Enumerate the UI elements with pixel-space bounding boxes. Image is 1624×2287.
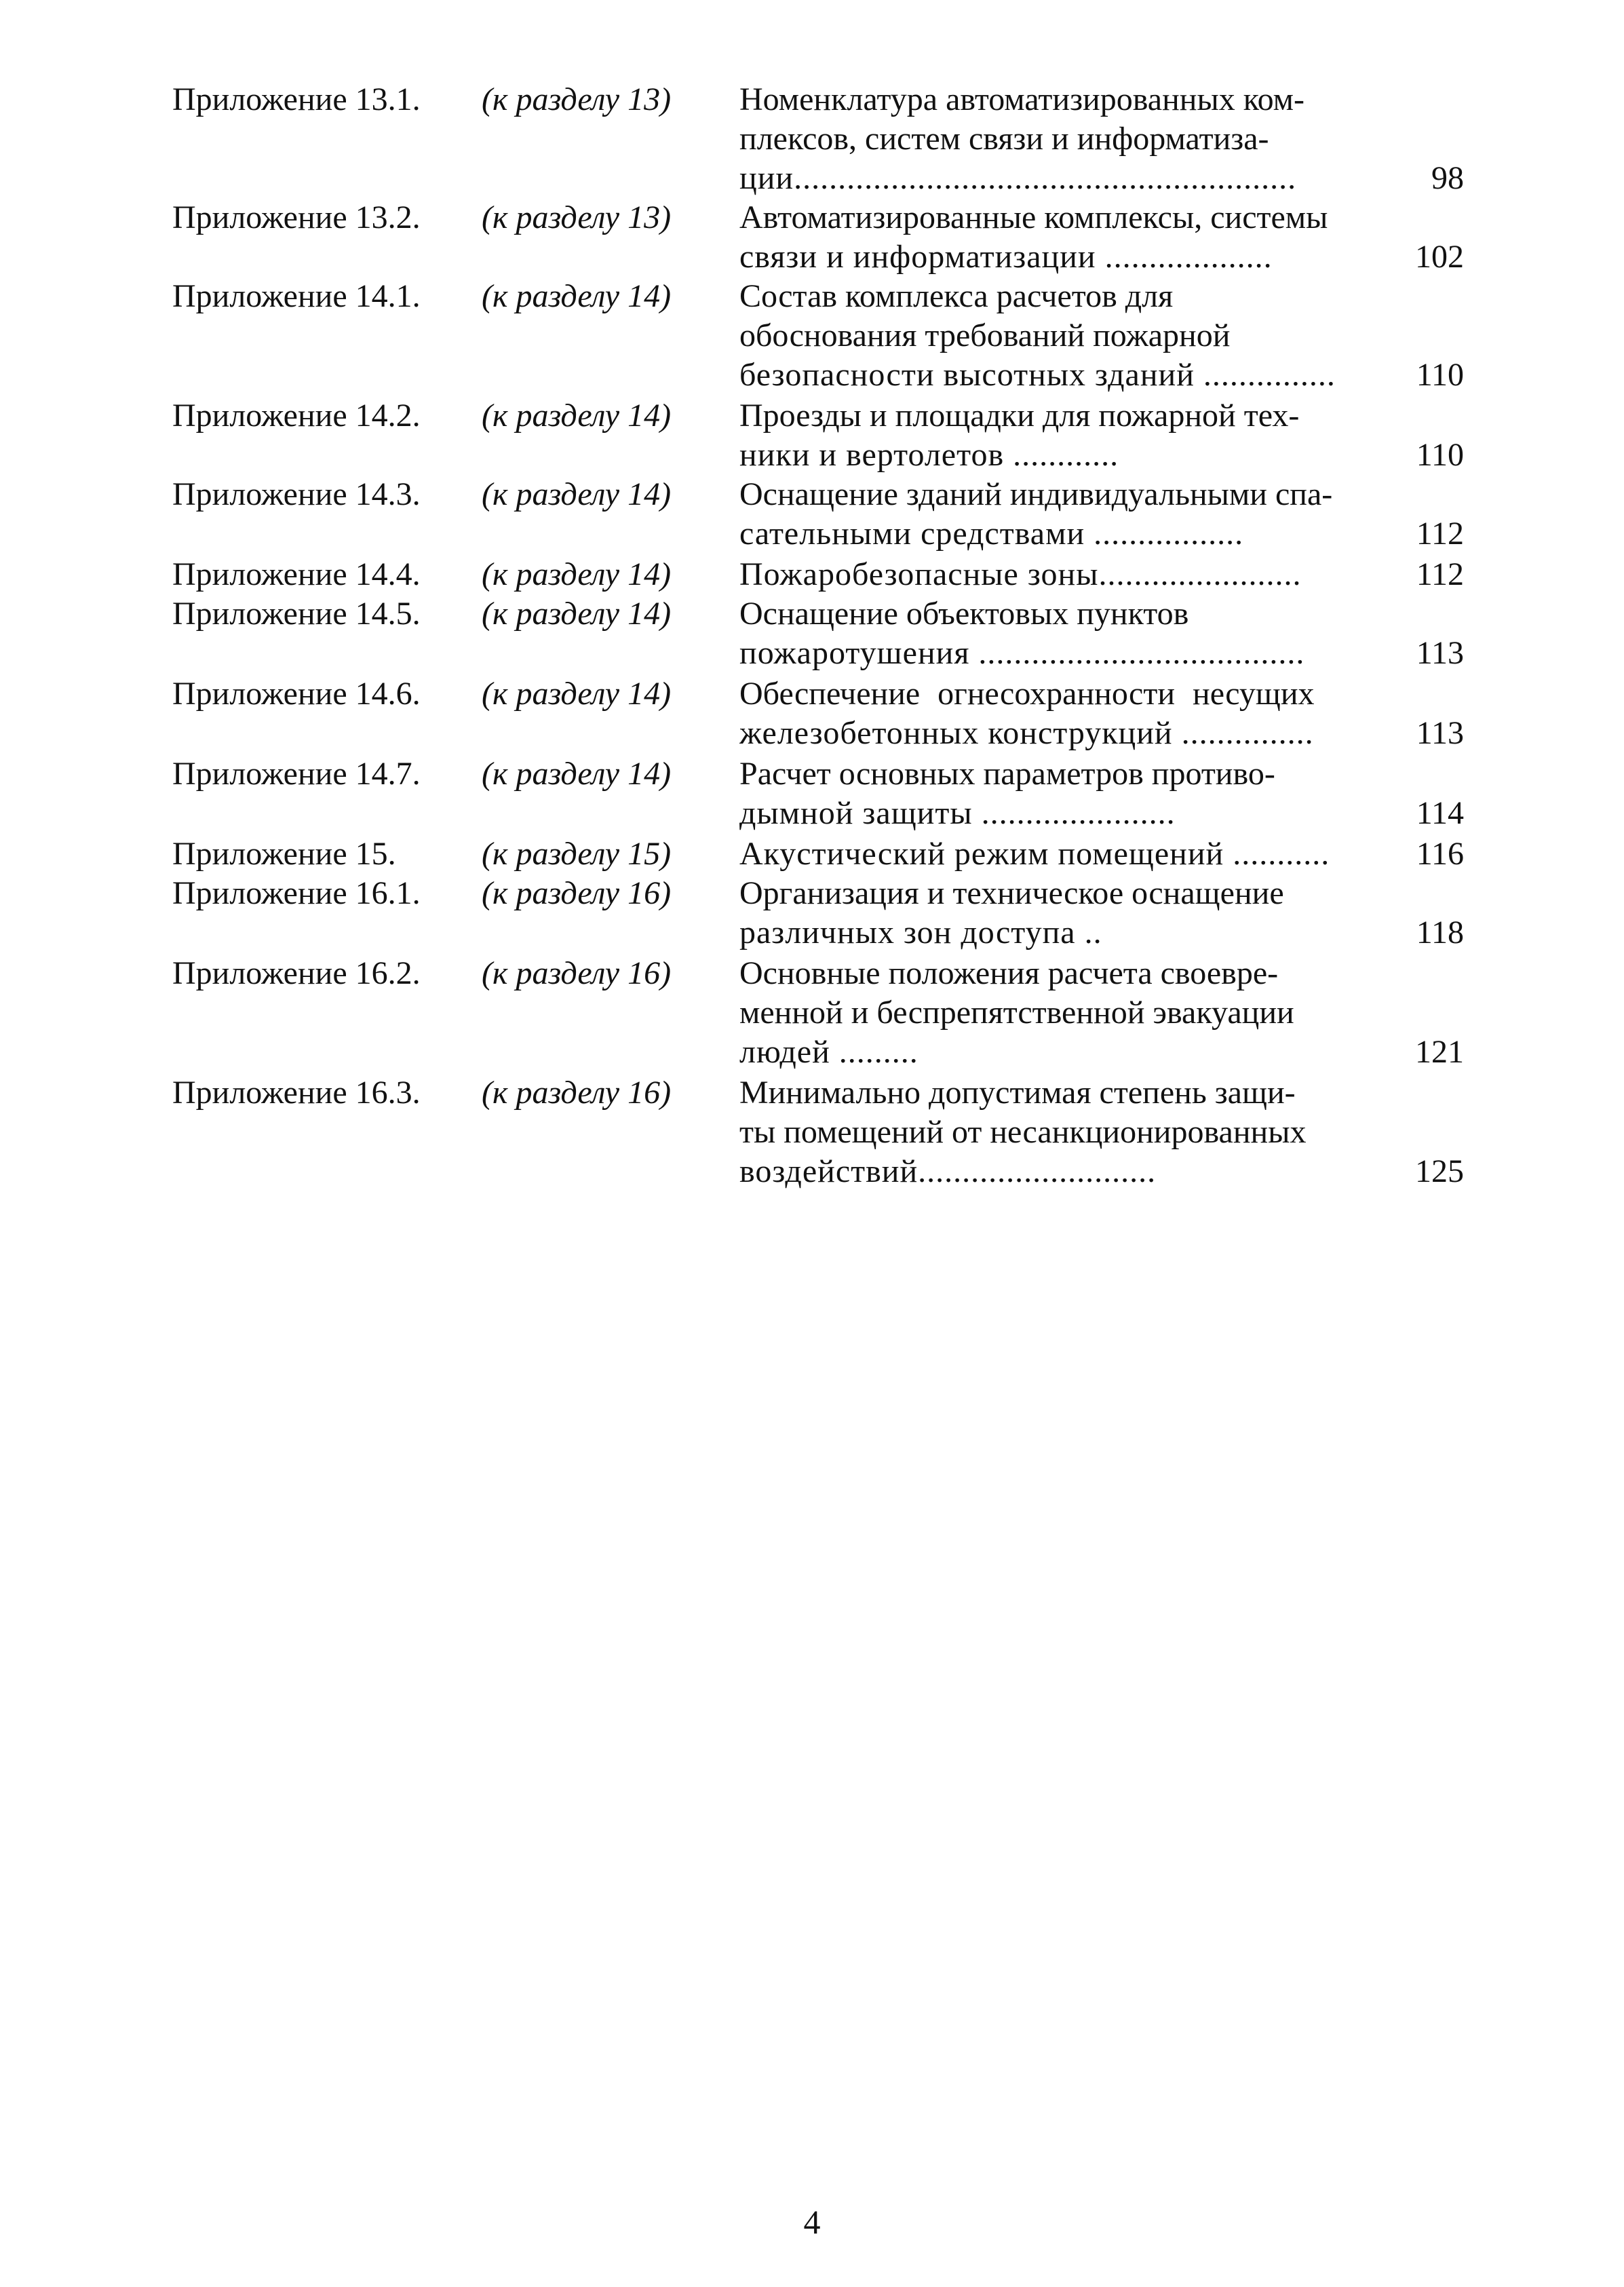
page-ref: 113 — [1416, 635, 1464, 671]
title-line: Пожаробезопасные зоны....................... — [739, 556, 1302, 592]
page-ref: 112 — [1416, 556, 1464, 592]
entry-title — [739, 277, 1391, 395]
appendix-label: Приложение 14.1. — [172, 278, 421, 314]
entry-title — [739, 198, 1391, 277]
section-ref: (к разделу 14) — [482, 278, 672, 314]
page-ref: 121 — [1415, 1034, 1464, 1070]
entry-title — [739, 954, 1391, 1072]
page-ref: 102 — [1415, 239, 1464, 275]
entry-title — [739, 555, 1391, 594]
appendix-label: Приложение 16.2. — [172, 955, 421, 991]
appendix-label: Приложение 16.3. — [172, 1075, 421, 1111]
page-ref: 110 — [1416, 437, 1464, 473]
section-ref: (к разделу 14) — [482, 756, 672, 792]
title-line: железобетонных конструкций ............... — [739, 715, 1314, 751]
section-ref: (к разделу 16) — [482, 1075, 672, 1111]
entry-title — [739, 594, 1391, 673]
appendix-label: Приложение 16.1. — [172, 875, 421, 911]
title-line: воздействий........................... — [739, 1153, 1157, 1189]
section-ref: (к разделу 14) — [482, 476, 672, 512]
page-ref: 118 — [1416, 915, 1464, 950]
title-line: Акустический режим помещений ........... — [739, 836, 1330, 872]
section-ref: (к разделу 14) — [482, 398, 672, 434]
appendix-label: Приложение 13.2. — [172, 199, 421, 235]
entry-title — [739, 834, 1391, 874]
page-ref: 98 — [1431, 160, 1464, 196]
section-ref: (к разделу 14) — [482, 676, 672, 712]
appendix-label: Приложение 14.7. — [172, 756, 421, 792]
title-line: людей ......... — [739, 1034, 919, 1070]
entry-title — [739, 80, 1391, 198]
title-line: связи и информатизации ................... — [739, 239, 1273, 275]
appendix-label: Приложение 15. — [172, 836, 396, 872]
entry-title — [739, 754, 1391, 833]
entry-title — [739, 396, 1391, 475]
entry-title — [739, 674, 1391, 753]
title-line: Минимально допустимая степень защи- — [739, 1075, 1296, 1111]
page-ref: 112 — [1416, 516, 1464, 552]
title-line: Расчет основных параметров противо- — [739, 756, 1275, 792]
section-ref: (к разделу 14) — [482, 596, 672, 632]
title-line: ники и вертолетов ............ — [739, 437, 1119, 473]
title-line: Проезды и площадки для пожарной тех- — [739, 398, 1300, 434]
appendix-label: Приложение 14.5. — [172, 596, 421, 632]
title-line: Организация и техническое оснащение — [739, 875, 1284, 911]
section-ref: (к разделу 15) — [482, 836, 672, 872]
appendix-label: Приложение 14.2. — [172, 398, 421, 434]
appendix-label: Приложение 14.3. — [172, 476, 421, 512]
title-line: Обеспечение огнесохранности несущих — [739, 676, 1315, 712]
title-line: дымной защиты ...................... — [739, 795, 1176, 831]
entry-title — [739, 1073, 1391, 1191]
title-line: Автоматизированные комплексы, системы — [739, 199, 1328, 235]
section-ref: (к разделу 13) — [482, 199, 672, 235]
title-line: обоснования требований пожарной — [739, 318, 1231, 353]
title-line: Номенклатура автоматизированных ком- — [739, 81, 1305, 117]
title-line: менной и беспрепятственной эвакуации — [739, 995, 1294, 1031]
title-line: различных зон доступа .. — [739, 915, 1102, 950]
section-ref: (к разделу 14) — [482, 556, 672, 592]
appendix-label: Приложение 14.6. — [172, 676, 421, 712]
page-ref: 116 — [1416, 836, 1464, 872]
appendix-label: Приложение 14.4. — [172, 556, 421, 592]
section-ref: (к разделу 16) — [482, 875, 672, 911]
title-line: сательными средствами ................. — [739, 516, 1244, 552]
title-line: Основные положения расчета своевре- — [739, 955, 1279, 991]
appendix-label: Приложение 13.1. — [172, 81, 421, 117]
section-ref: (к разделу 16) — [482, 955, 672, 991]
entry-title — [739, 874, 1391, 953]
section-ref: (к разделу 13) — [482, 81, 672, 117]
title-line: ты помещений от несанкционированных — [739, 1114, 1307, 1150]
title-line: Состав комплекса расчетов для — [739, 278, 1174, 314]
page-number: 4 — [803, 2203, 821, 2241]
title-line: безопасности высотных зданий ............... — [739, 357, 1336, 393]
page-ref: 125 — [1415, 1153, 1464, 1189]
entry-title — [739, 475, 1391, 554]
title-line: Оснащение объектовых пунктов — [739, 596, 1189, 632]
page-ref: 113 — [1416, 715, 1464, 751]
title-line: ции......................................................... — [739, 160, 1297, 196]
title-line: плексов, систем связи и информатиза- — [739, 121, 1269, 157]
title-line: пожаротушения ..................................... — [739, 635, 1305, 671]
page-ref: 110 — [1416, 357, 1464, 393]
title-line: Оснащение зданий индивидуальными спа- — [739, 476, 1333, 512]
page-ref: 114 — [1416, 795, 1464, 831]
